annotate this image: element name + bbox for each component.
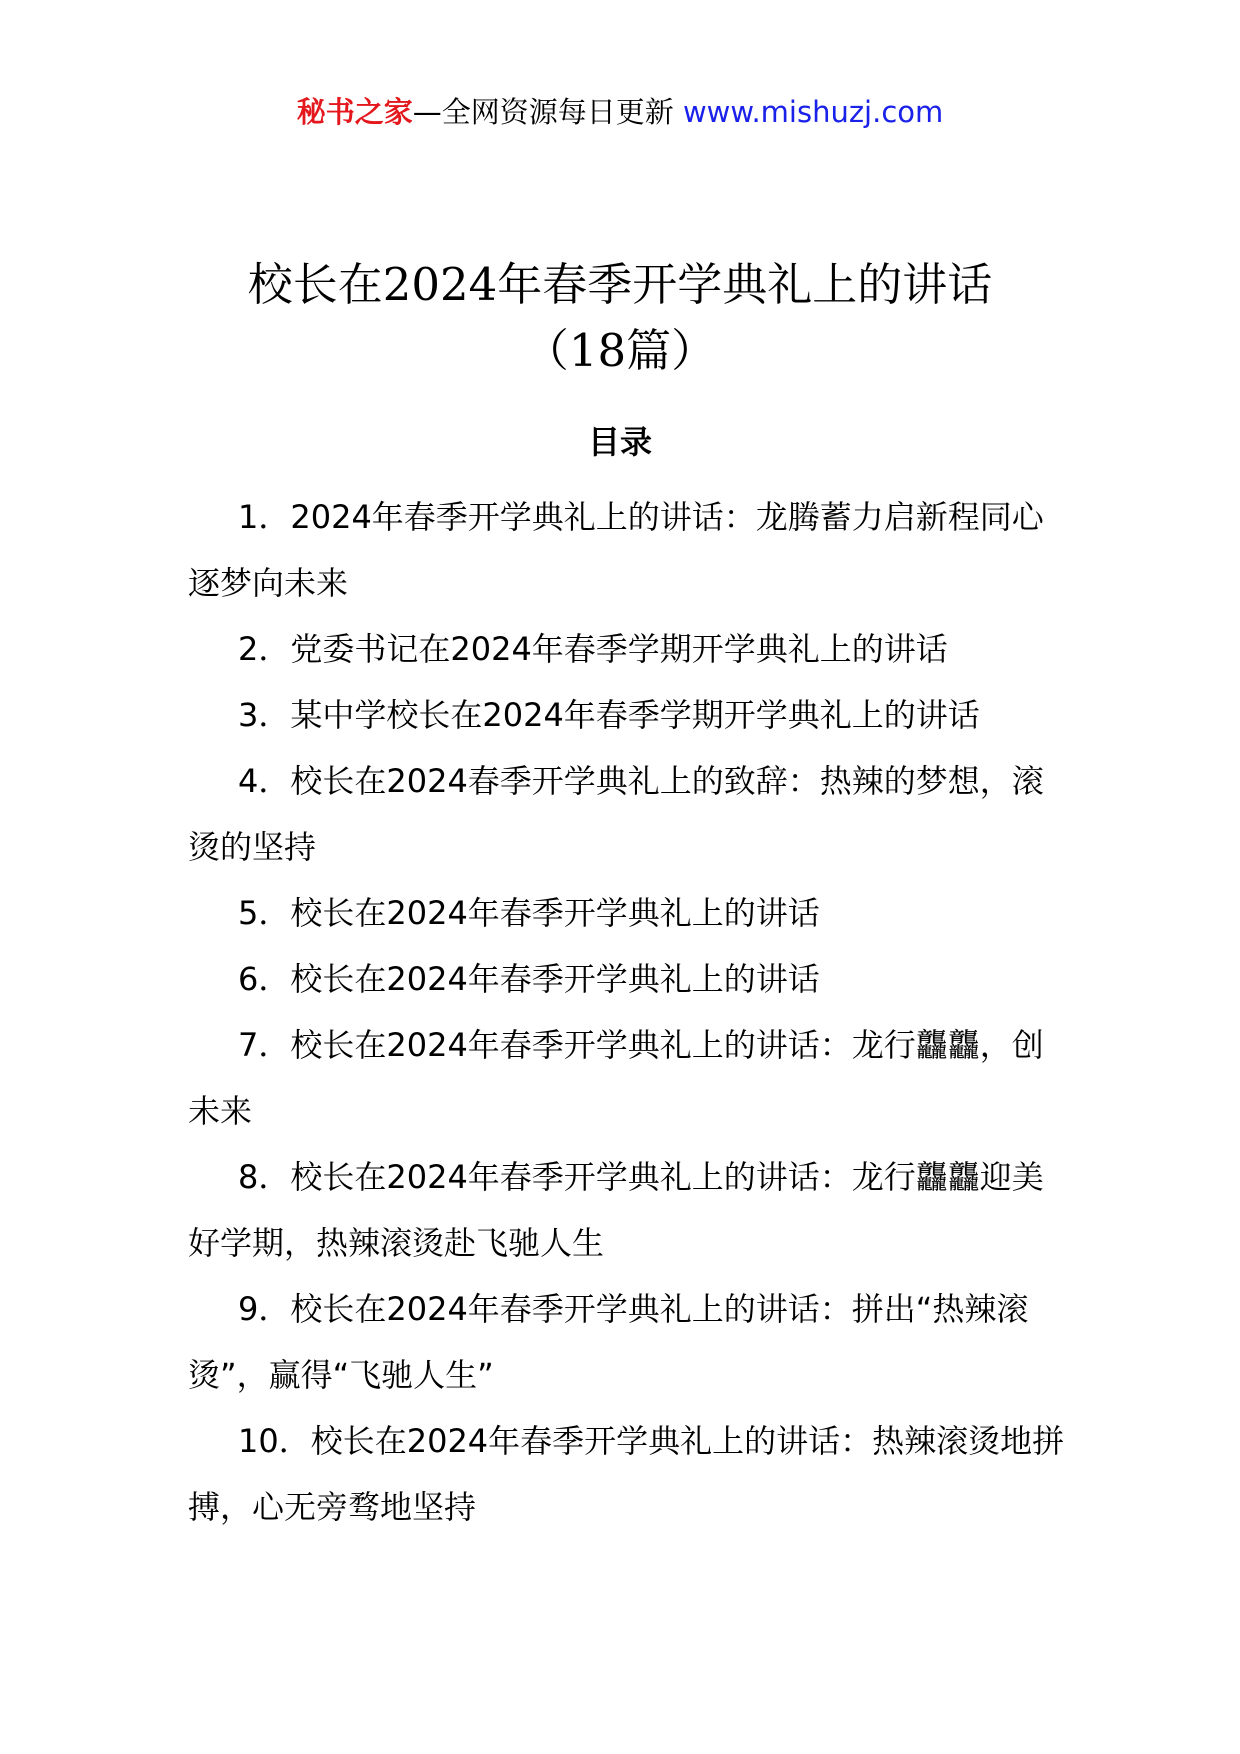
site-url-link[interactable]: www.mishuzj.com — [682, 95, 944, 129]
title-suffix: 年春季开学典礼上的讲话 — [497, 258, 993, 311]
header-slogan: —全网资源每日更新 — [412, 95, 674, 129]
title-line-1 — [0, 252, 1240, 318]
title-count: 18 — [568, 324, 627, 377]
title-line-2 — [0, 318, 1240, 384]
brand-name: 秘书之家 — [296, 95, 413, 129]
title-paren-close: 篇） — [626, 324, 717, 377]
toc-item[interactable]: 3．某中学校长在2024年春季学期开学典礼上的讲话 — [238, 696, 980, 734]
toc-item[interactable]: 1．2024年春季开学典礼上的讲话：龙腾蓄力启新程同心逐梦向未来 — [188, 498, 1044, 602]
document-title — [0, 252, 1240, 384]
site-header — [0, 92, 1240, 132]
toc-item[interactable]: 4．校长在2024春季开学典礼上的致辞：热辣的梦想，滚烫的坚持 — [188, 762, 1044, 866]
toc-item[interactable]: 2．党委书记在2024年春季学期开学典礼上的讲话 — [238, 630, 948, 668]
toc-item[interactable]: 10．校长在2024年春季开学典礼上的讲话：热辣滚烫地拼搏，心无旁骛地坚持 — [188, 1422, 1065, 1526]
toc-heading: 目录 — [587, 423, 652, 461]
toc-item[interactable]: 7．校长在2024年春季开学典礼上的讲话：龙行龘龘，创未来 — [188, 1026, 1044, 1130]
table-of-contents — [188, 484, 1068, 1540]
toc-item[interactable]: 6．校长在2024年春季开学典礼上的讲话 — [238, 960, 820, 998]
title-year: 2024 — [382, 258, 498, 311]
title-prefix: 校长在 — [247, 258, 383, 311]
toc-item[interactable]: 9．校长在2024年春季开学典礼上的讲话：拼出“热辣滚烫”，赢得“飞驰人生” — [188, 1290, 1029, 1394]
toc-item[interactable]: 8．校长在2024年春季开学典礼上的讲话：龙行龘龘迎美好学期，热辣滚烫赴飞驰人生 — [188, 1158, 1044, 1262]
title-paren-open: （ — [523, 324, 569, 377]
toc-item[interactable]: 5．校长在2024年春季开学典礼上的讲话 — [238, 894, 820, 932]
